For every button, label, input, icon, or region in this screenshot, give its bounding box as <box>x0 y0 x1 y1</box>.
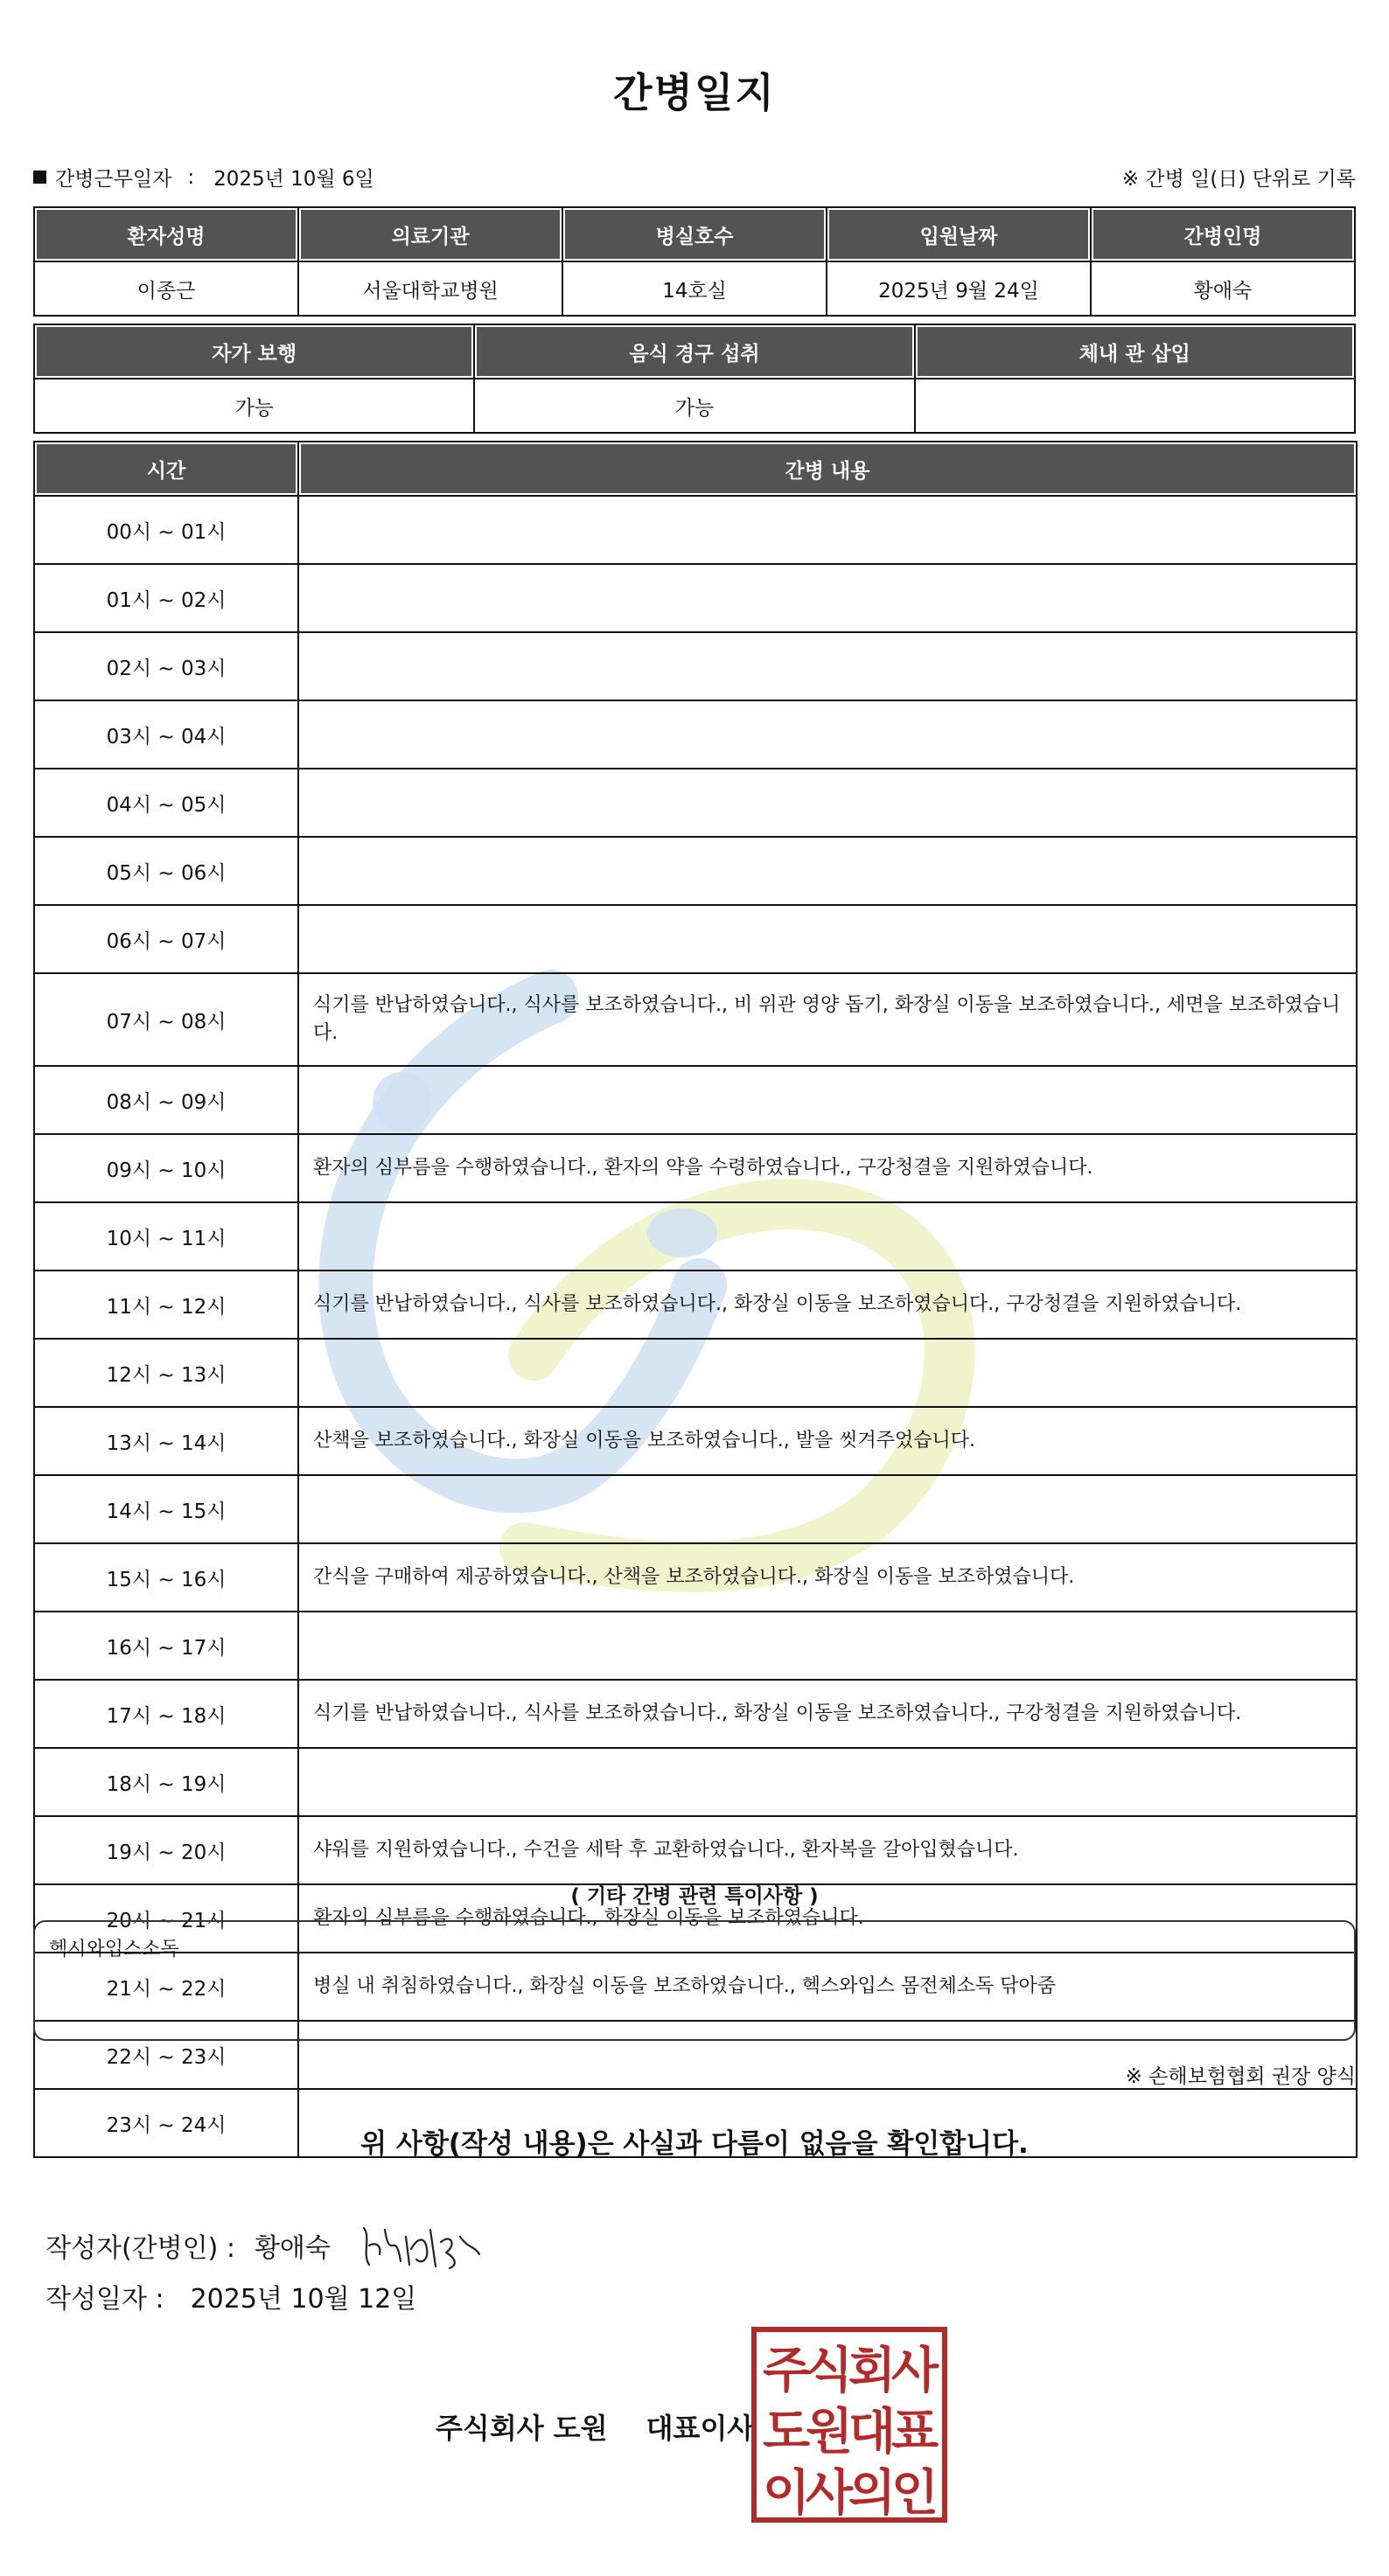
time-cell: 00시 ~ 01시 <box>34 496 298 564</box>
time-cell: 03시 ~ 04시 <box>34 700 298 769</box>
table-row <box>34 1680 1357 1748</box>
admission-date-value: 2025년 9월 24일 <box>827 261 1091 316</box>
writer-row <box>45 2210 495 2280</box>
care-content-cell: 샤워를 지원하였습니다., 수건을 세탁 후 교환하였습니다., 환자복을 갈아입혔습니다. <box>298 1816 1357 1884</box>
care-content-cell <box>298 769 1357 837</box>
care-content-cell <box>298 1475 1357 1543</box>
care-content-cell <box>298 1748 1357 1816</box>
patient-info-table <box>33 206 1356 317</box>
care-content-cell: 식기를 반납하였습니다., 식사를 보조하였습니다., 비 위관 영양 돕기, 화장실 이동을 보조하였습니다., 세면을 보조하였습니다. <box>298 973 1357 1066</box>
table-row <box>34 632 1357 700</box>
svg-text:회: 회 <box>848 2343 897 2399</box>
special-notes-text: 헥시와입스소독 <box>49 1939 179 1960</box>
care-content-cell <box>298 700 1357 769</box>
time-cell: 22시 ~ 23시 <box>34 2021 298 2089</box>
care-content-cell <box>298 564 1357 632</box>
time-cell: 15시 ~ 16시 <box>34 1543 298 1612</box>
time-cell: 10시 ~ 11시 <box>34 1202 298 1271</box>
table-row <box>34 1134 1357 1202</box>
svg-text:표: 표 <box>890 2404 939 2461</box>
written-date-row <box>45 2277 416 2315</box>
care-content-cell: 환자의 심부름을 수행하였습니다., 화장실 이동을 보조하였습니다. <box>298 1884 1357 1953</box>
time-cell: 04시 ~ 05시 <box>34 769 298 837</box>
header-room: 병실호수 <box>562 207 827 261</box>
work-date-value: 2025년 10월 6일 <box>213 168 374 191</box>
svg-text:사: 사 <box>805 2465 854 2522</box>
header-patient-name: 환자성명 <box>34 207 298 261</box>
confirmation-statement: 위 사항(작성 내용)은 사실과 다름이 없음을 확인합니다. <box>360 2128 1029 2160</box>
care-content-cell <box>298 1612 1357 1680</box>
work-date-colon: : <box>187 165 195 189</box>
table-row <box>34 973 1357 1066</box>
patient-info-header-row <box>34 207 1355 261</box>
time-cell: 14시 ~ 15시 <box>34 1475 298 1543</box>
table-row <box>34 1748 1357 1816</box>
time-cell: 12시 ~ 13시 <box>34 1339 298 1407</box>
table-row <box>34 1407 1357 1475</box>
time-cell: 13시 ~ 14시 <box>34 1407 298 1475</box>
time-cell: 20시 ~ 21시 <box>34 1884 298 1953</box>
table-row <box>34 700 1357 769</box>
meta-row <box>33 163 1356 194</box>
square-bullet-icon <box>33 171 46 184</box>
care-content-cell: 간식을 구매하여 제공하였습니다., 산책을 보조하였습니다., 화장실 이동을 보조하였습니다. <box>298 1543 1357 1612</box>
care-content-cell <box>298 1202 1357 1271</box>
care-content-cell <box>298 632 1357 700</box>
table-row <box>34 1202 1357 1271</box>
time-cell: 06시 ~ 07시 <box>34 905 298 973</box>
time-cell: 11시 ~ 12시 <box>34 1271 298 1339</box>
header-hospital: 의료기관 <box>298 207 562 261</box>
oral-intake-value: 가능 <box>474 379 914 433</box>
time-cell: 18시 ~ 19시 <box>34 1748 298 1816</box>
care-content-cell: 환자의 심부름을 수행하였습니다., 환자의 약을 수령하였습니다., 구강청결을 지원하였습니다. <box>298 1134 1357 1202</box>
care-content-cell: 산책을 보조하였습니다., 화장실 이동을 보조하였습니다., 발을 씻겨주었습니다. <box>298 1407 1357 1475</box>
table-row <box>34 564 1357 632</box>
company-name: 주식회사 도원 <box>436 2412 608 2445</box>
record-unit-note: ※ 간병 일(日) 단위로 기록 <box>1121 168 1356 191</box>
time-cell: 19시 ~ 20시 <box>34 1816 298 1884</box>
self-walking-value: 가능 <box>34 379 474 433</box>
header-caregiver-name: 간병인명 <box>1091 207 1355 261</box>
care-content-cell: 식기를 반납하였습니다., 식사를 보조하였습니다., 화장실 이동을 보조하였습니다., 구강청결을 지원하였습니다. <box>298 1271 1357 1339</box>
patient-info-value-row <box>34 261 1355 316</box>
time-cell: 01시 ~ 02시 <box>34 564 298 632</box>
time-cell: 17시 ~ 18시 <box>34 1680 298 1748</box>
special-notes-box <box>33 1920 1356 2041</box>
header-tube-insertion: 체내 관 삽입 <box>915 324 1355 379</box>
recommend-form-note: ※ 손해보험협회 권장 양식 <box>1125 2065 1356 2088</box>
header-self-walking: 자가 보행 <box>34 324 474 379</box>
signature-image <box>355 2210 495 2280</box>
work-date-label: 간병근무일자 <box>55 168 172 191</box>
time-cell: 05시 ~ 06시 <box>34 837 298 905</box>
svg-text:도: 도 <box>762 2404 811 2461</box>
care-content-cell <box>298 837 1357 905</box>
time-cell: 23시 ~ 24시 <box>34 2089 298 2157</box>
writer-label: 작성자(간병인) : <box>45 2233 235 2264</box>
patient-name-value: 이종근 <box>34 261 298 316</box>
ability-value-row <box>34 379 1355 433</box>
care-content-cell: 식기를 반납하였습니다., 식사를 보조하였습니다., 화장실 이동을 보조하였습니다., 구강청결을 지원하였습니다. <box>298 1680 1357 1748</box>
written-date-label: 작성일자 : <box>45 2284 164 2315</box>
svg-text:의: 의 <box>848 2465 897 2522</box>
work-date-info <box>33 163 374 191</box>
svg-text:식: 식 <box>805 2343 854 2399</box>
header-care-content: 간병 내용 <box>298 442 1357 496</box>
time-cell: 21시 ~ 22시 <box>34 1953 298 2021</box>
care-content-cell <box>298 905 1357 973</box>
care-content-cell <box>298 496 1357 564</box>
svg-text:이: 이 <box>762 2465 811 2522</box>
company-representative-title: 대표이사 <box>646 2412 755 2445</box>
company-signoff <box>436 2406 754 2447</box>
ability-header-row <box>34 324 1355 379</box>
svg-text:사: 사 <box>890 2343 939 2399</box>
header-admission-date: 입원날짜 <box>827 207 1091 261</box>
table-row <box>34 1271 1357 1339</box>
tube-insertion-value <box>915 379 1355 433</box>
table-row <box>34 1543 1357 1612</box>
time-cell: 07시 ~ 08시 <box>34 973 298 1066</box>
svg-text:원: 원 <box>805 2404 854 2461</box>
care-log-header-row <box>34 442 1357 496</box>
company-seal-stamp <box>750 2326 948 2524</box>
table-row <box>34 1066 1357 1134</box>
caregiver-name-value: 황애숙 <box>1091 261 1355 316</box>
patient-ability-table <box>33 324 1356 434</box>
table-row <box>34 837 1357 905</box>
time-cell: 08시 ~ 09시 <box>34 1066 298 1134</box>
special-notes-title: ( 기타 간병 관련 특이사항 ) <box>570 1885 819 1908</box>
header-oral-intake: 음식 경구 섭취 <box>474 324 914 379</box>
table-row <box>34 905 1357 973</box>
page-title: 간병일지 <box>613 69 776 116</box>
care-content-cell <box>298 1066 1357 1134</box>
table-row <box>34 496 1357 564</box>
table-row <box>34 1816 1357 1884</box>
svg-text:주: 주 <box>762 2343 811 2399</box>
room-value: 14호실 <box>562 261 827 316</box>
header-time: 시간 <box>34 442 298 496</box>
time-cell: 02시 ~ 03시 <box>34 632 298 700</box>
table-row <box>34 1612 1357 1680</box>
table-row <box>34 1339 1357 1407</box>
care-content-cell: 병실 내 취침하였습니다., 화장실 이동을 보조하였습니다., 헥스와입스 몸전체소독 닦아줌 <box>298 1953 1357 2021</box>
time-cell: 16시 ~ 17시 <box>34 1612 298 1680</box>
writer-name: 황애숙 <box>254 2233 331 2264</box>
written-date-value: 2025년 10월 12일 <box>190 2284 417 2315</box>
hospital-value: 서울대학교병원 <box>298 261 562 316</box>
svg-text:인: 인 <box>890 2465 939 2522</box>
table-row <box>34 1475 1357 1543</box>
care-content-cell <box>298 1339 1357 1407</box>
svg-text:대: 대 <box>848 2404 897 2461</box>
time-cell: 09시 ~ 10시 <box>34 1134 298 1202</box>
table-row <box>34 769 1357 837</box>
